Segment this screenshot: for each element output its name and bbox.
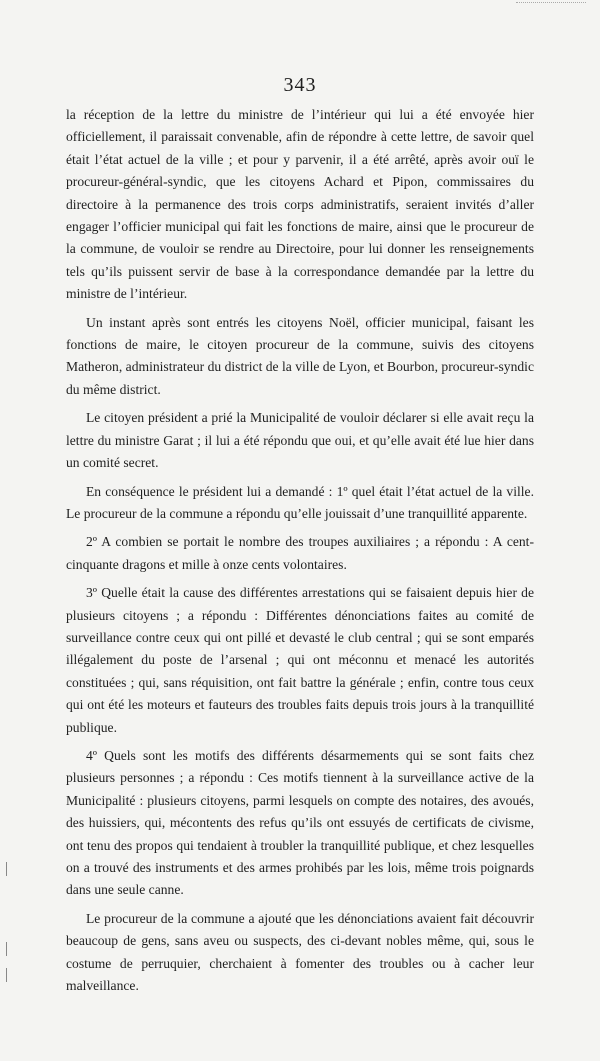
paragraph: Un instant après sont entrés les citoyens Noël, officier municipal, faisant les fonctions de maire, le citoyen procureur de la commune, suivis des citoyens Matheron, administrateur du district de la ville de Lyon, et Bourbon, procureur-syndic du même district. [66, 314, 534, 397]
page-number: 343 [283, 74, 317, 96]
scan-edge-mark [6, 942, 7, 956]
paragraph: En conséquence le président lui a demandé : 1º quel était l’état actuel de la ville. Le procureur de la commune a répondu qu’elle jouissait d’une tranquillité apparente. [66, 483, 534, 521]
scan-edge-mark [6, 862, 7, 876]
paragraph: la réception de la lettre du ministre de l’intérieur qui lui a été envoyée hier officiellement, il paraissait convenable, afin de répondre à cette lettre, de savoir quel était l’état actuel de la ville ; et pour y parvenir, il a été arrêté, après avoir ouï le procureur-général-syndic, que les citoyens Achard et Pipon, commissaires du directoire à la permanence des trois corps administratifs, seraient invités d’aller engager l’officier municipal qui fait les fonctions de maire, ainsi que le procureur de la commune, de vouloir se rendre au Directoire, pour lui donner les renseignements tels qu’ils puissent servir de base à la correspondance demandée par la lettre du ministre de l’intérieur. [66, 107, 534, 302]
paragraph: Le citoyen président a prié la Municipalité de vouloir déclarer si elle avait reçu la lettre du ministre Garat ; il lui a été répondu que oui, et qu’elle avait été lue hier dans un comité secret. [66, 410, 534, 471]
paragraph: 4º Quels sont les motifs des différents désarmements qui se sont faits chez plusieurs personnes ; a répondu : Ces motifs tiennent à la surveillance active de la Municipalité : plusieurs citoyens, parmi lesquels on compte des notaires, des avoués, des huissiers, qui, mécontents des refus qu’ils ont essuyés de certificats de civisme, ont tenu des propos qui tendaient à troubler la tranquillité publique, et chez lesquelles on a trouvé des instruments et des armes prohibés par les lois, même trois poignards dans une seule canne. [66, 747, 534, 898]
scan-edge-mark [6, 968, 7, 982]
paragraph: Le procureur de la commune a ajouté que les dénonciations avaient fait découvrir beaucoup de gens, sans aveu ou suspects, des ci-devant nobles même, qui, sous le costume de perruquier, cherchaient à fomenter des troubles ou à cacher leur malveillance. [66, 910, 534, 994]
scan-corner-mark [516, 2, 586, 4]
paragraph: 2º A combien se portait le nombre des troupes auxiliaires ; a répondu : A cent-cinquante dragons et mille à onze cents volontaires. [66, 534, 534, 572]
paragraph: 3º Quelle était la cause des différentes arrestations qui se faisaient depuis hier de plusieurs citoyens ; a répondu : Différentes dénonciations faites au comité de surveillance contre ceux qui ont pillé et devasté le club central ; qui se sont emparés illégalement du poste de l’arsenal ; qui ont méconnu et menacé les autorités constituées ; qui, sans réquisition, ont fait battre la générale ; enfin, contre tous ceux qui ont été les moteurs et fauteurs des troubles faits depuis trois jours à la tranquillité publique. [66, 585, 534, 735]
body-text [66, 104, 534, 1003]
